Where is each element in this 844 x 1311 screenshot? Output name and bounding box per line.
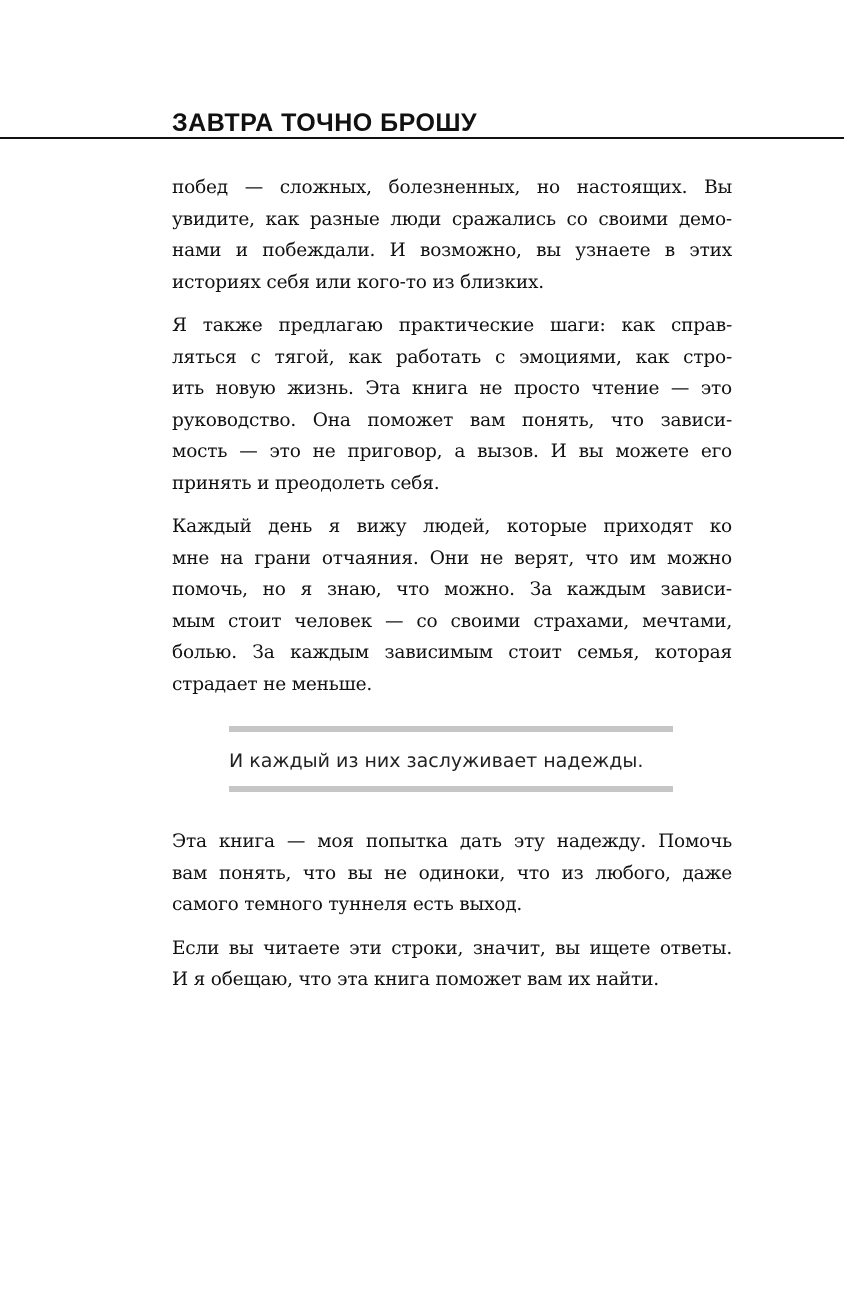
- text-line: мне на грани отчаяния. Они не верят, что им можно: [172, 547, 732, 569]
- body-text-before-quote: [172, 172, 732, 700]
- text-line: Я также предлагаю практические шаги: как справ-: [172, 315, 732, 336]
- paragraph: [172, 826, 732, 921]
- text-line: ить новую жизнь. Эта книга не просто чтение — это: [172, 378, 732, 399]
- text-line: страдает не меньше.: [172, 673, 373, 695]
- text-line: мым стоит человек — со своими страхами, мечтами,: [172, 610, 732, 632]
- pull-quote-bottom-rule: [229, 786, 673, 792]
- text-line: Каждый день я вижу людей, которые приходят ко: [172, 516, 732, 537]
- body-text-after-quote: [172, 826, 732, 996]
- text-line: И я обещаю, что эта книга поможет вам их найти.: [172, 969, 659, 990]
- text-line: увидите, как разные люди сражались со своими демо-: [172, 208, 732, 230]
- text-line: руководство. Она поможет вам понять, что зависи-: [172, 409, 732, 431]
- header-rule: [0, 137, 844, 139]
- text-line: историях себя или кого-то из близких.: [172, 271, 544, 293]
- text-line: мость — это не приговор, а вызов. И вы можете его: [172, 441, 732, 462]
- text-line: побед — сложных, болезненных, но настоящих. Вы: [172, 177, 732, 198]
- pull-quote-top-rule: [229, 726, 673, 732]
- text-line: болью. За каждым зависимым стоит семья, которая: [172, 642, 732, 663]
- paragraph: [172, 310, 732, 499]
- paragraph: [172, 511, 732, 700]
- text-line: Если вы читаете эти строки, значит, вы ищете ответы.: [172, 937, 732, 959]
- text-line: нами и побеждали. И возможно, вы узнаете в этих: [172, 240, 732, 261]
- running-head: ЗАВТРА ТОЧНО БРОШУ: [172, 109, 478, 137]
- paragraph: [172, 933, 732, 996]
- text-line: принять и преодолеть себя.: [172, 472, 440, 494]
- text-line: самого темного туннеля есть выход.: [172, 894, 523, 915]
- text-line: Эта книга — моя попытка дать эту надежду. Помочь: [172, 831, 732, 852]
- text-line: помочь, но я знаю, что можно. За каждым зависи-: [172, 579, 732, 600]
- text-line: ляться с тягой, как работать с эмоциями, как стро-: [172, 346, 732, 368]
- pull-quote: И каждый из них заслуживает надежды.: [229, 750, 644, 772]
- text-line: вам понять, что вы не одиноки, что из любого, даже: [172, 862, 732, 884]
- paragraph: [172, 172, 732, 298]
